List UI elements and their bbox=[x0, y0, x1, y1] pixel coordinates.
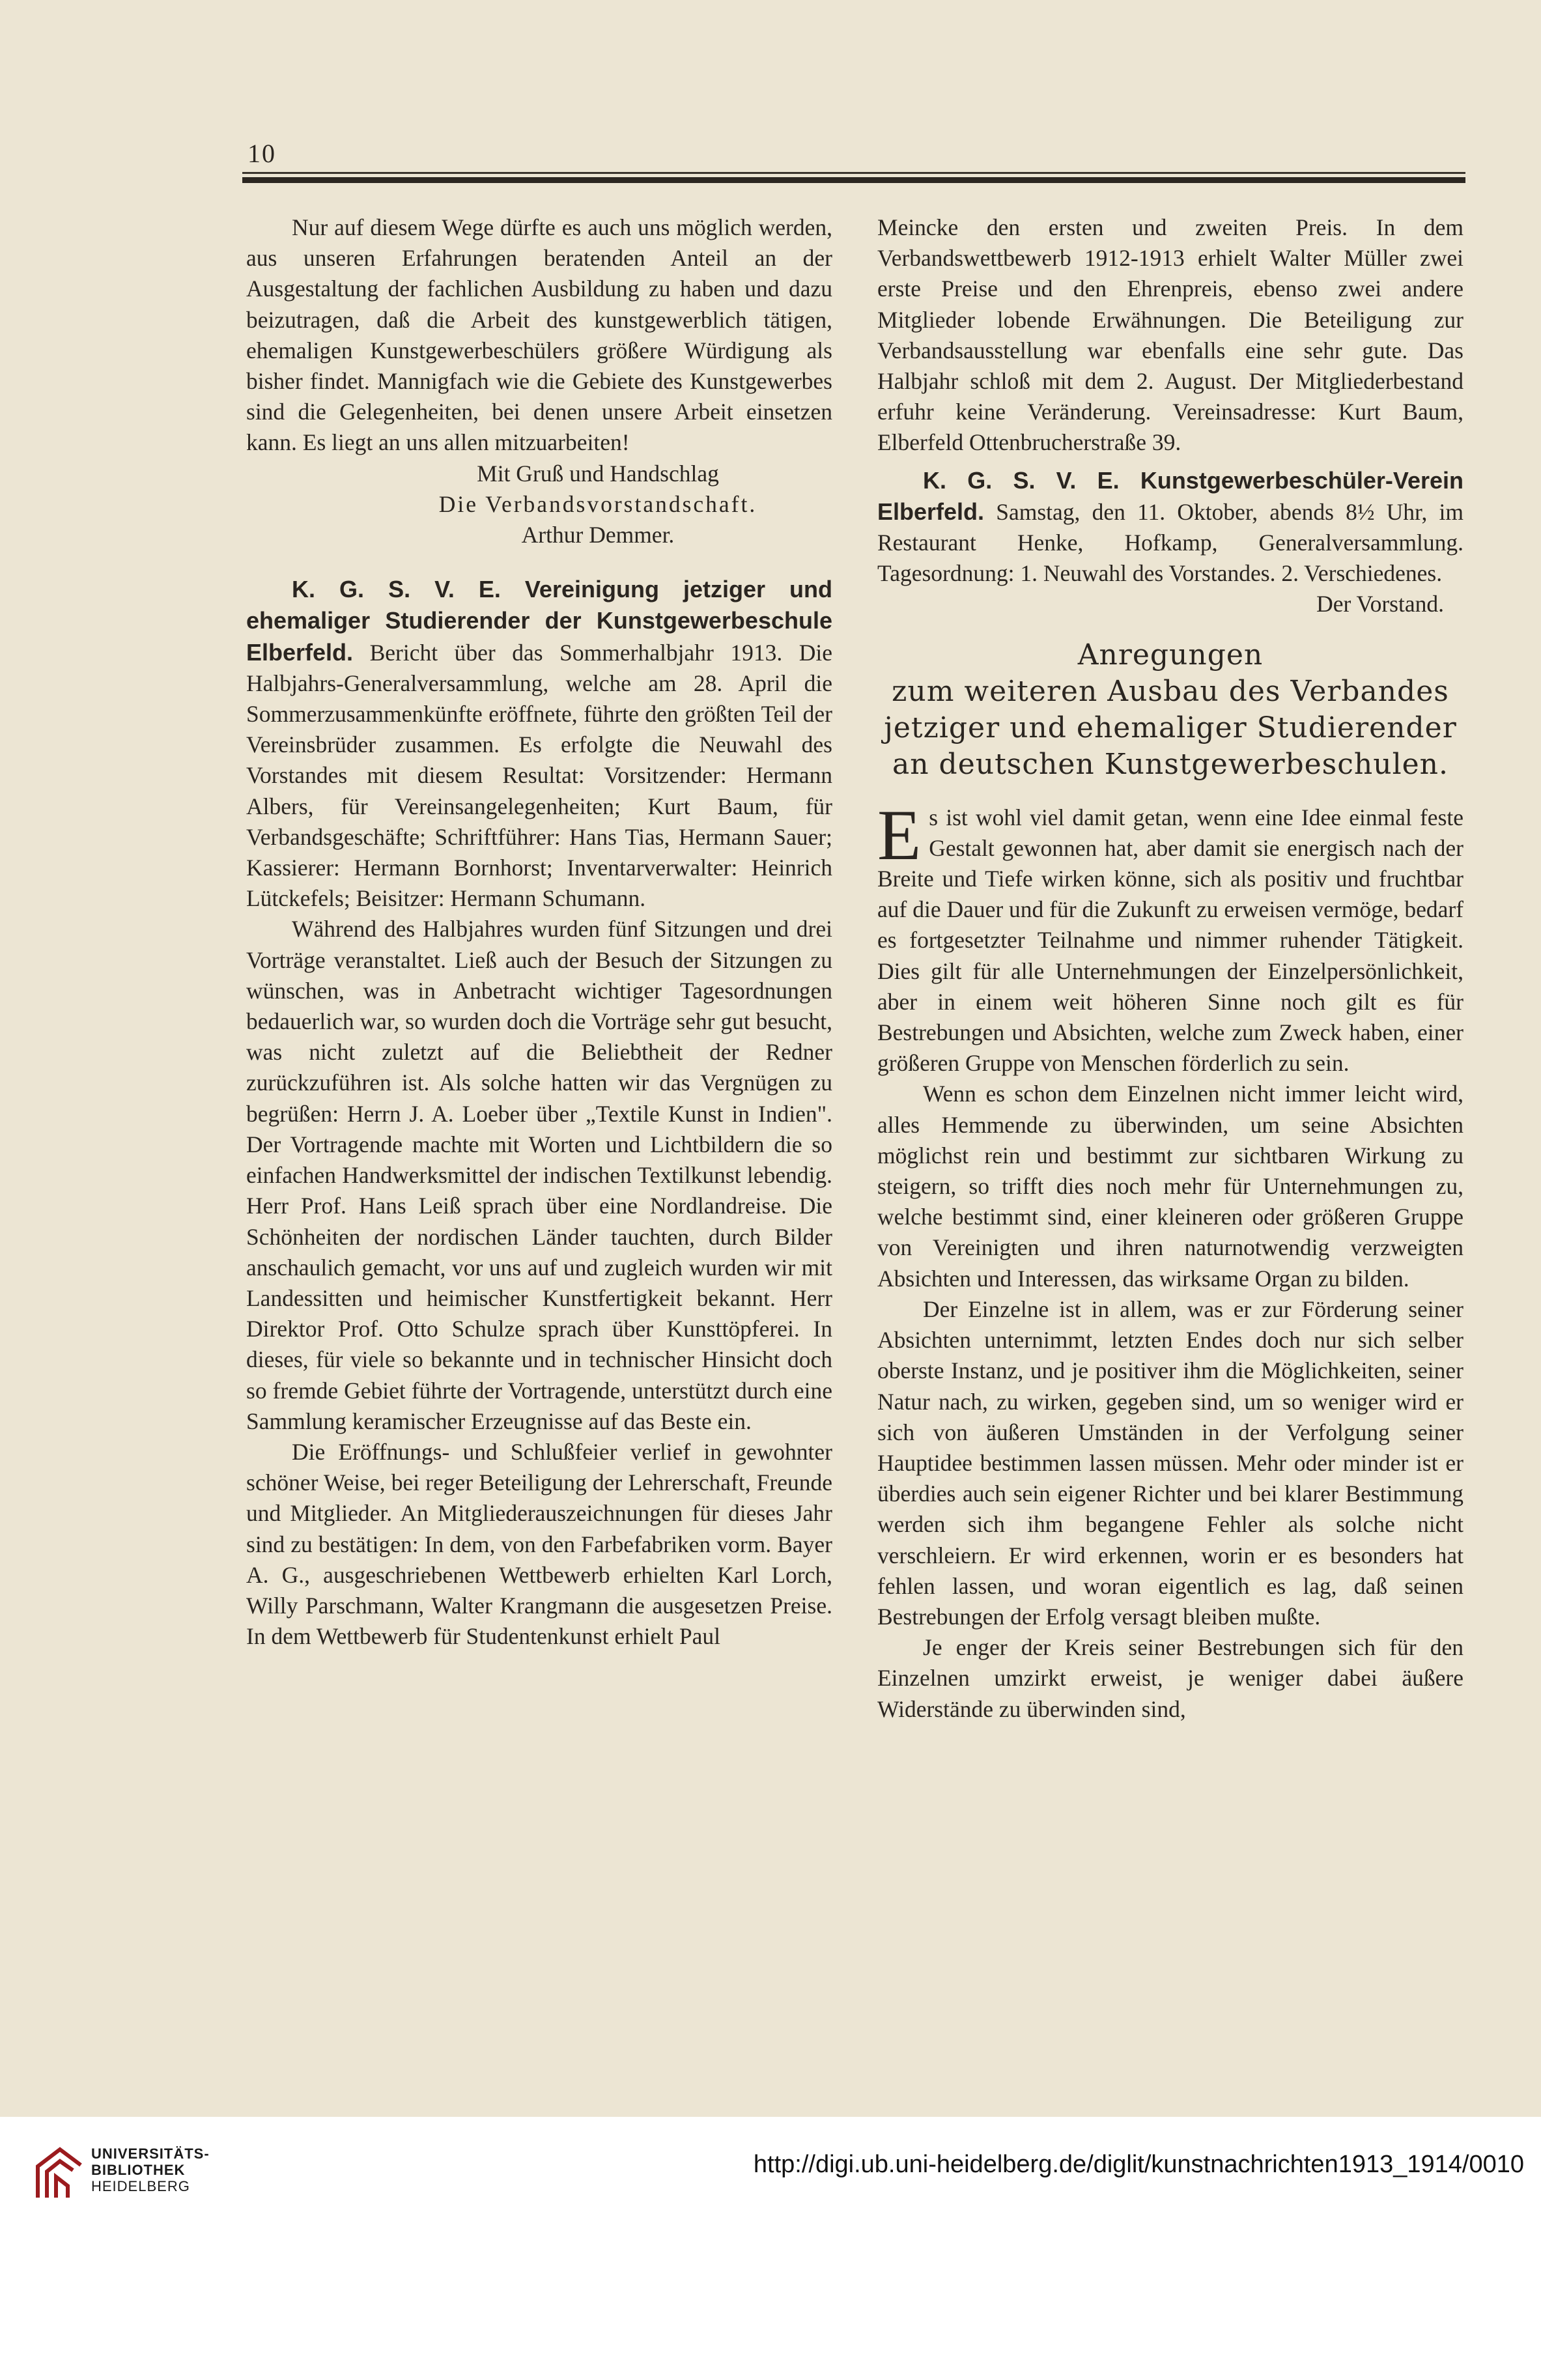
meeting-notice bbox=[877, 465, 1463, 589]
title-line-2: zum weiteren Ausbau des Verbandes bbox=[892, 674, 1449, 708]
association-report bbox=[246, 574, 832, 914]
library-name-line-1: UNIVERSITÄTS- bbox=[91, 2146, 210, 2162]
drop-cap: E bbox=[877, 795, 922, 875]
library-name bbox=[91, 2146, 210, 2194]
notice-signature: Der Vorstand. bbox=[1316, 591, 1444, 617]
title-line-3: jetziger und ehemaliger Studierender bbox=[884, 711, 1457, 744]
article-paragraph-3: Der Einzelne ist in allem, was er zur Förderung seiner Absichten unternimmt, letzten Endes doch nur sich selber oberste Instanz, und je positiver ihm die Möglichkeiten, seiner Natur nach, zu wirken, gegeben sind, um so weniger wird er sich von äußeren Umständen in der Verfolgung seiner Hauptidee bestimmen lassen müssen. Mehr oder minder ist er überdies auch sein eigener Richter und bei klarer Bestimmung werden sich ihm begangene Fehler als solche nicht verschleiern. Er wird erkennen, worin er es besonders hat fehlen lassen, und woran eigentlich es lag, daß seinen Bestrebungen der Erfolg versagt bleiben mußte. bbox=[877, 1296, 1463, 1630]
article-paragraph-2: Wenn es schon dem Einzelnen nicht immer leicht wird, alles Hemmende zu überwinden, um seine Absichten möglichst rein und bestimmt zur sichtbaren Wirkung zu steigern, so trifft dies noch mehr für Unternehmungen zu, welche bestimmt sind, einer kleineren oder größeren Gruppe von Vereinigten und ihren naturnotwendig verzweigten Absichten und Interessen, das wirksame Organ zu bilden. bbox=[877, 1081, 1463, 1292]
library-logo-icon bbox=[34, 2147, 85, 2200]
right-column bbox=[877, 212, 1463, 1725]
article-title bbox=[877, 637, 1463, 783]
notice-heading: K. G. S. V. E. Kunstgewerbeschüler-Verein Elberfeld. bbox=[877, 466, 1463, 525]
signature-name: Arthur Demmer. bbox=[521, 522, 675, 548]
greeting: Mit Gruß und Handschlag bbox=[477, 460, 719, 487]
article-paragraph-4: Je enger der Kreis seiner Bestrebungen sich für den Einzelnen umzirkt erweist, je weniger dabei äußere Widerstände zu überwinden sind, bbox=[877, 1634, 1463, 1722]
header-rule-thin bbox=[242, 172, 1465, 174]
article-paragraph-1 bbox=[877, 795, 1463, 1079]
left-column bbox=[246, 212, 832, 1652]
source-url-link[interactable]: http://digi.ub.uni-heidelberg.de/diglit/kunstnachrichten1913_1914/0010 bbox=[753, 2151, 1524, 2178]
association-report-text: Bericht über das Sommerhalbjahr 1913. Die Halbjahrs-Generalversammlung, welche am 28. April die Sommerzusammenkünfte eröffnete, führte den größten Teil der Vereinsbrüder zusammen. Es erfolgte die Neuwahl des Vorstandes mit diesem Resultat: Vorsitzender: Hermann Albers, für Vereinsangelegenheiten; Kurt Baum, für Verbandsgeschäfte; Schriftführer: Hans Tias, Hermann Sauer; Kassierer: Hermann Bornhorst; Inventarverwalter: Heinrich Lütckefels; Beisitzer: Hermann Schumann. bbox=[246, 639, 832, 912]
notice-text: Samstag, den 11. Oktober, abends 8½ Uhr, im Restaurant Henke, Hofkamp, Generalversammlung. Tagesordnung: 1. Neuwahl des Vorstandes. 2. Verschiedenes. bbox=[877, 498, 1463, 587]
header-rule-thick bbox=[242, 177, 1465, 183]
intro-paragraph: Nur auf diesem Wege dürfte es auch uns möglich werden, aus unseren Erfahrungen beratenden Anteil an der Ausgestaltung der fachlichen Ausbildung zu haben und dazu beizutragen, daß die Arbeit des kunstgewerblich tätigen, ehemaligen Kunstgewerbeschülers größere Würdigung als bisher findet. Mannigfach wie die Gebiete des Kunstgewerbes sind die Gelegenheiten, bei denen unsere Arbeit einsetzen kann. Es liegt an uns allen mitzuarbeiten! bbox=[246, 214, 832, 456]
page-number: 10 bbox=[247, 139, 276, 168]
article-paragraph-1-text: s ist wohl viel damit getan, wenn eine Idee einmal feste Gestalt gewonnen hat, aber damit sie energisch nach der Breite und Tiefe wirken könne, sich als positiv und fruchtbar auf die Dauer und für die Zukunft zu erweisen vermöge, bedarf es fortgesetzter Teilnahme und nimmer ruhender Tätigkeit. Dies gilt für alle Unternehmungen der Einzelpersönlichkeit, aber in einem weit höheren Sinne noch gilt es für Bestrebungen und Absichten, welche zum Zweck haben, einer größeren Gruppe von Menschen förderlich zu sein. bbox=[877, 804, 1463, 1077]
association-heading: K. G. S. V. E. Vereinigung jetziger und ehemaliger Studierender der Kunstgewerbeschule Elberfeld. bbox=[246, 576, 832, 666]
digitization-footer bbox=[0, 2117, 1541, 2380]
celebration-paragraph: Die Eröffnungs- und Schlußfeier verlief in gewohnter schöner Weise, bei reger Beteiligung der Lehrerschaft, Freunde und Mitglieder. An Mitgliederauszeichnungen für dieses Jahr sind zu bestätigen: In dem, von den Farbefabriken vorm. Bayer A. G., ausgeschriebenen Wettbewerb erhielten Karl Lorch, Willy Parschmann, Walter Krangmann die ausgesetzen Preise. In dem Wettbewerb für Studentenkunst erhielt Paul bbox=[246, 1438, 832, 1650]
continuation-paragraph: Meincke den ersten und zweiten Preis. In dem Verbandswettbewerb 1912-1913 erhielt Walter Müller zwei erste Preise und den Ehrenpreis, ebenso zwei andere Mitglieder lobende Erwähnungen. Die Beteiligung zur Verbandsausstellung war ebenfalls eine sehr gute. Das Halbjahr schloß mit dem 2. August. Der Mitgliederbestand erfuhr keine Veränderung. Vereinsadresse: Kurt Baum, Elberfeld Ottenbrucherstraße 39. bbox=[877, 214, 1463, 456]
title-line-1: Anregungen bbox=[1077, 638, 1264, 672]
library-name-line-2: BIBLIOTHEK bbox=[91, 2162, 186, 2178]
signature-board: Die Verbandsvorstandschaft. bbox=[438, 490, 757, 517]
lectures-paragraph: Während des Halbjahres wurden fünf Sitzungen und drei Vorträge veranstaltet. Ließ auch der Besuch der Sitzungen zu wünschen, was in Anbetracht wichtiger Tagesordnungen bedauerlich war, so wurden doch die Vorträge sehr gut besucht, was nicht zuletzt auf die Beliebtheit der Redner zurückzuführen ist. Als solche hatten wir das Vergnügen zu begrüßen: Herrn J. A. Loeber über „Textile Kunst in Indien". Der Vortragende machte mit Worten und Lichtbildern die so einfachen Handwerksmittel der indischen Textilkunst lebendig. Herr Prof. Hans Leiß sprach über eine Nordlandreise. Die Schönheiten der nordischen Länder tauchten, durch Bilder anschaulich gemacht, vor uns auf und zugleich wurden wir mit Landessitten und heimischer Kunstfertigkeit bekannt. Herr Direktor Prof. Otto Schulze sprach über Kunsttöpferei. In dieses, für viele so bekannte und in technischer Hinsicht doch so fremde Gebiet führte der Vortragende, unterstützt durch eine Sammlung keramischer Erzeugnisse auf das Beste ein. bbox=[246, 916, 832, 1434]
title-line-4: an deutschen Kunstgewerbeschulen. bbox=[892, 747, 1449, 781]
library-name-line-3: HEIDELBERG bbox=[91, 2178, 190, 2194]
